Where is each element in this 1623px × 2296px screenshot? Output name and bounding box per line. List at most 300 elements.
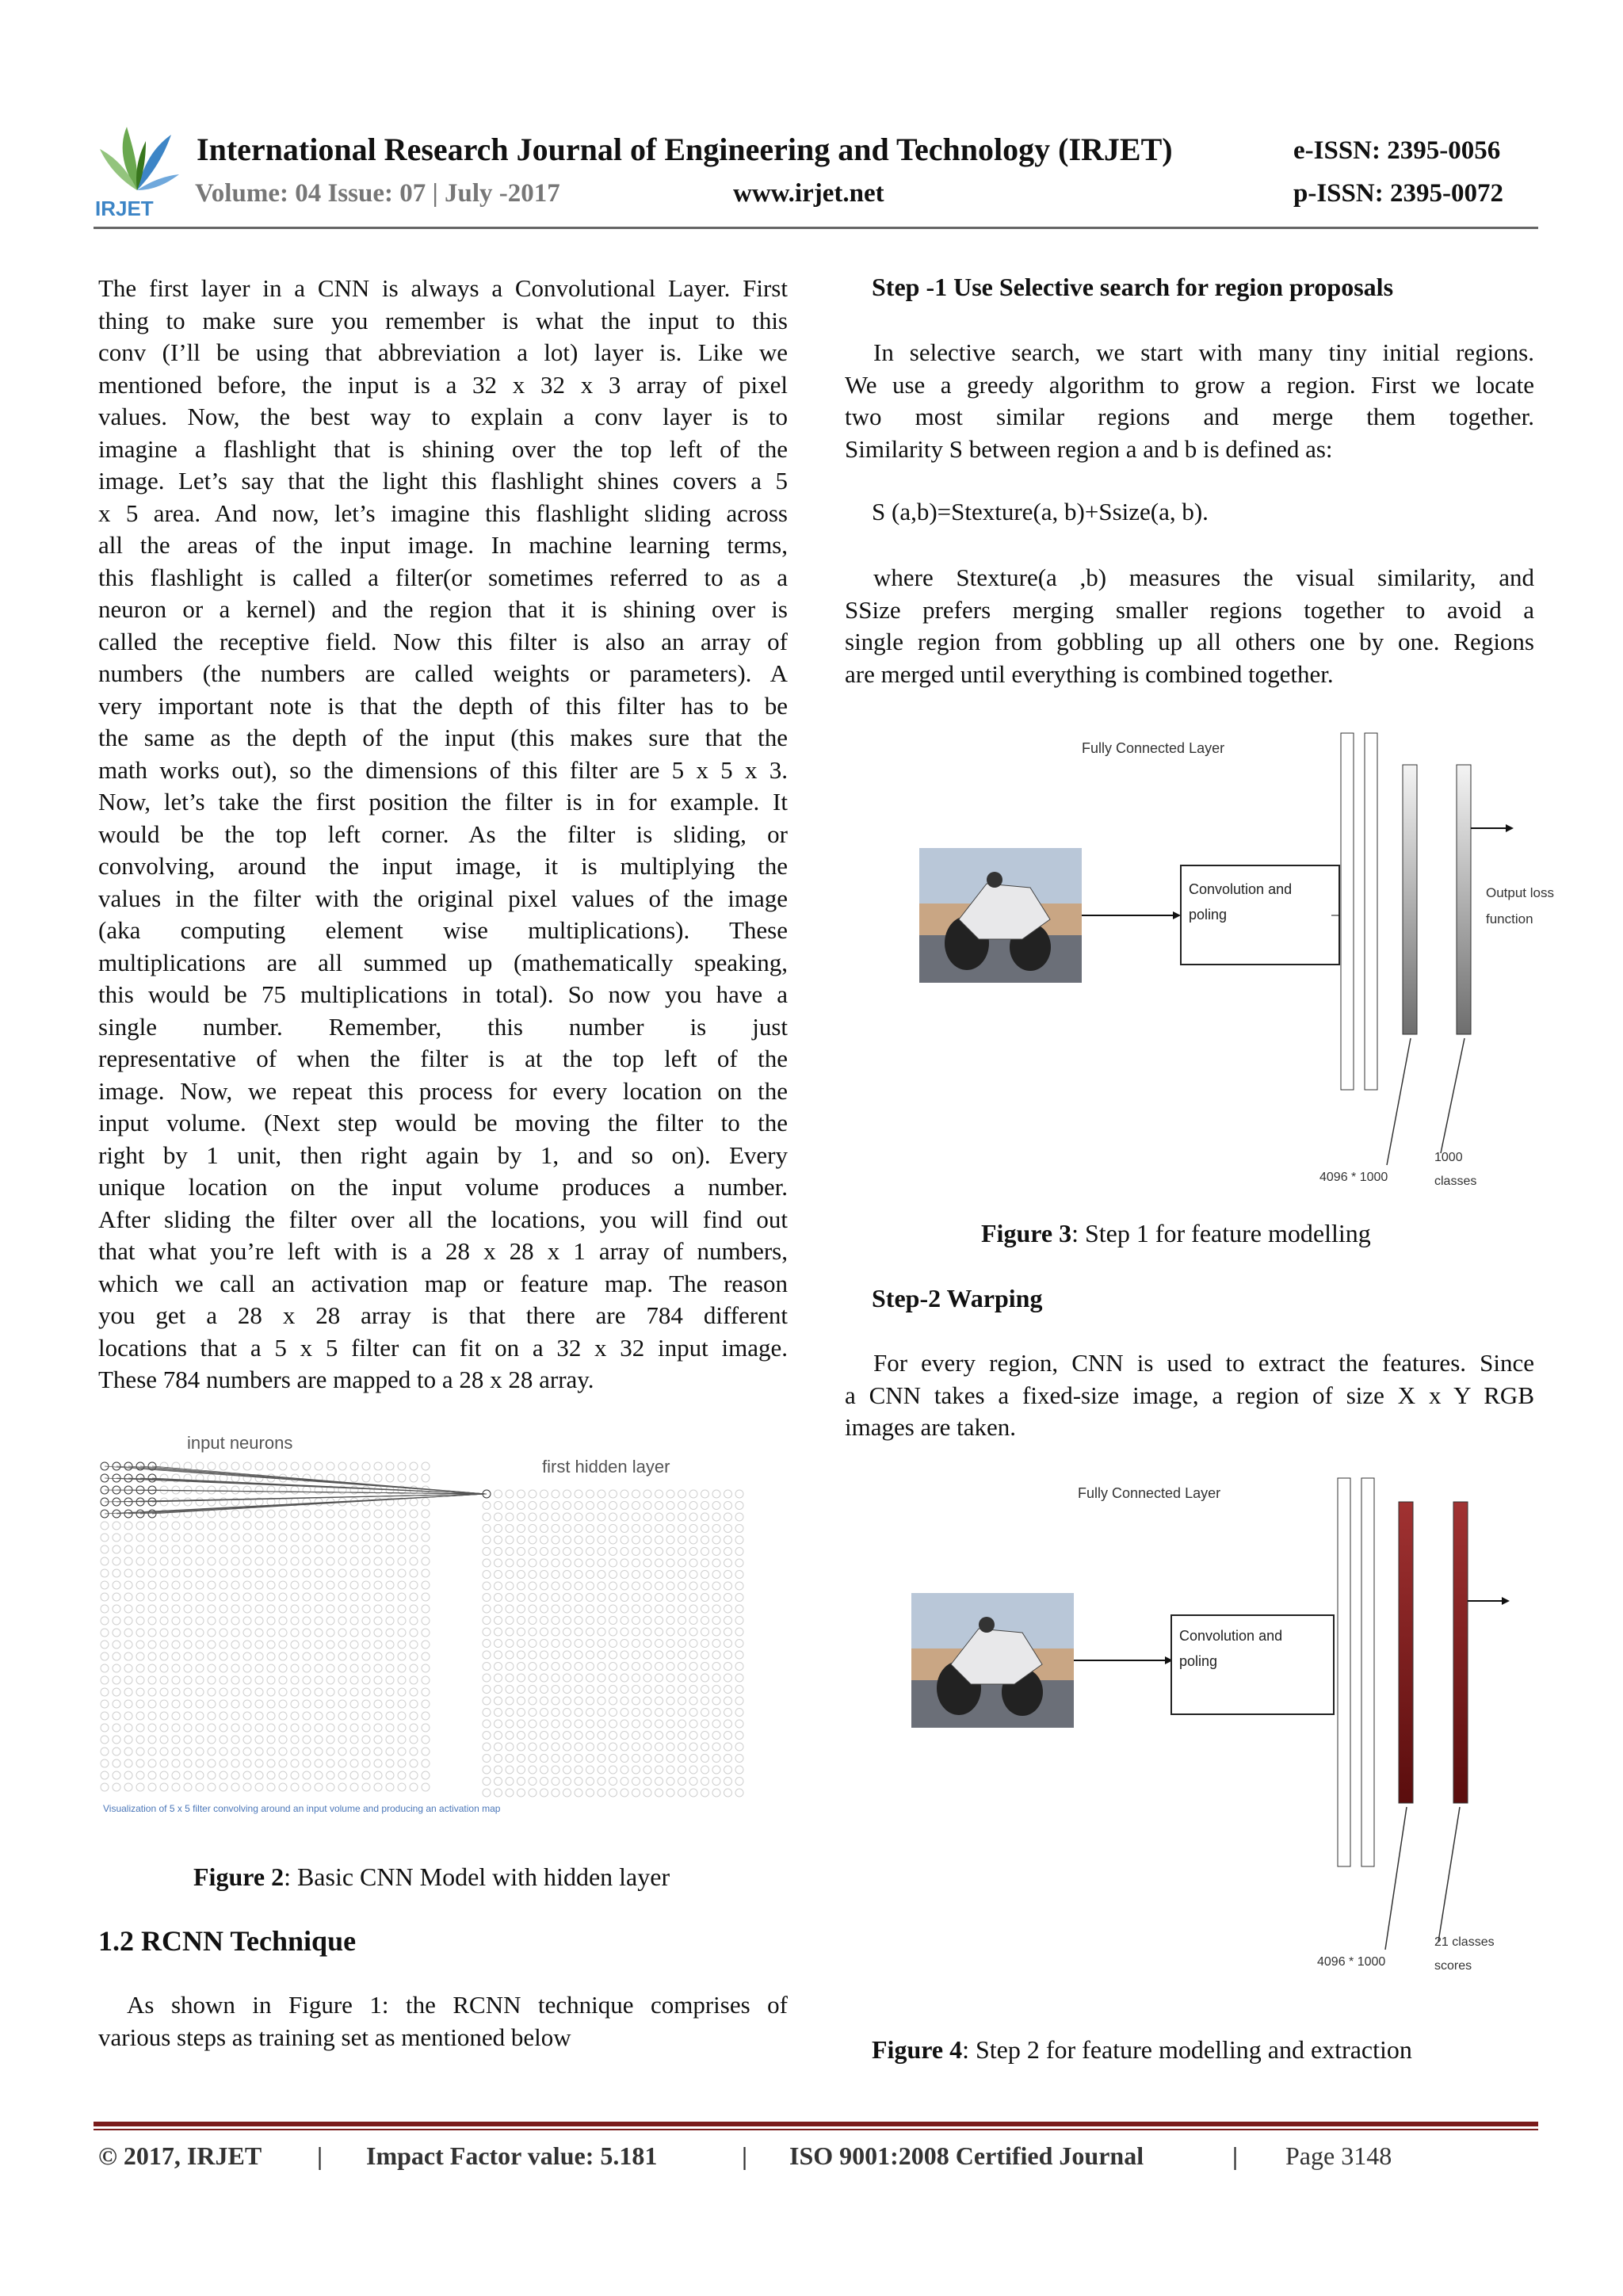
footer-divider xyxy=(94,2122,1538,2126)
neuron-node xyxy=(575,1548,582,1556)
neuron-node xyxy=(712,1778,720,1786)
neuron-node xyxy=(196,1486,204,1494)
neuron-node xyxy=(362,1498,370,1506)
neuron-node xyxy=(586,1789,594,1797)
neuron-node xyxy=(563,1502,571,1510)
neuron-node xyxy=(196,1522,204,1530)
neuron-node xyxy=(410,1724,418,1732)
neuron-node xyxy=(410,1688,418,1696)
neuron-node xyxy=(243,1724,251,1732)
neuron-node xyxy=(422,1748,430,1755)
neuron-node xyxy=(735,1628,743,1636)
neuron-node xyxy=(643,1490,651,1498)
neuron-node xyxy=(410,1510,418,1518)
neuron-node xyxy=(231,1557,239,1565)
neuron-node xyxy=(422,1688,430,1696)
neuron-node xyxy=(113,1783,120,1791)
neuron-node xyxy=(350,1534,358,1541)
neuron-node xyxy=(410,1676,418,1684)
neuron-node xyxy=(208,1593,216,1601)
neuron-node xyxy=(552,1651,559,1659)
neuron-node xyxy=(712,1697,720,1705)
neuron-node xyxy=(540,1697,548,1705)
neuron-node xyxy=(621,1559,628,1567)
neuron-node xyxy=(196,1712,204,1720)
neuron-node xyxy=(148,1712,156,1720)
neuron-node xyxy=(666,1663,674,1671)
neuron-node xyxy=(609,1674,617,1682)
website-link[interactable]: www.irjet.net xyxy=(733,179,884,208)
neuron-node xyxy=(552,1778,559,1786)
neuron-node xyxy=(483,1686,491,1694)
text-line: single region from gobbling up all others one by one. Regions xyxy=(845,628,1534,655)
neuron-node xyxy=(362,1474,370,1482)
volume-issue: Volume: 04 Issue: 07 | July -2017 xyxy=(195,179,560,208)
neuron-node xyxy=(529,1686,537,1694)
text-line: would be the top left corner. As the filter is sliding, or xyxy=(98,819,788,848)
neuron-node xyxy=(598,1525,605,1533)
neuron-node xyxy=(517,1605,525,1613)
neuron-node xyxy=(701,1674,709,1682)
neuron-node xyxy=(398,1581,406,1589)
neuron-node xyxy=(386,1652,394,1660)
neuron-node xyxy=(586,1594,594,1602)
neuron-node xyxy=(655,1766,663,1774)
neuron-node xyxy=(267,1783,275,1791)
neuron-node xyxy=(621,1582,628,1590)
neuron-node xyxy=(303,1664,311,1672)
neuron-node xyxy=(678,1674,686,1682)
neuron-node xyxy=(655,1548,663,1556)
neuron-node xyxy=(655,1755,663,1763)
neuron-node xyxy=(666,1582,674,1590)
neuron-node xyxy=(495,1674,502,1682)
neuron-node xyxy=(327,1652,334,1660)
neuron-node xyxy=(279,1652,287,1660)
neuron-node xyxy=(220,1557,227,1565)
text-line: mentioned before, the input is a 32 x 32 x 3 array of pixel xyxy=(98,370,788,399)
text-line: all the areas of the input image. In machine learning terms, xyxy=(98,531,788,559)
text-line: conv (I’ll be using that abbreviation a lot) layer is. Like we xyxy=(98,338,788,366)
neuron-node xyxy=(208,1771,216,1779)
neuron-node xyxy=(529,1582,537,1590)
neuron-node xyxy=(362,1736,370,1744)
neuron-node xyxy=(386,1712,394,1720)
neuron-node xyxy=(255,1522,263,1530)
footer-impact-factor: Impact Factor value: 5.181 xyxy=(366,2141,658,2170)
neuron-node xyxy=(422,1664,430,1672)
neuron-node xyxy=(386,1736,394,1744)
neuron-node xyxy=(598,1548,605,1556)
neuron-node xyxy=(267,1557,275,1565)
neuron-node xyxy=(643,1502,651,1510)
neuron-node xyxy=(540,1571,548,1579)
neuron-node xyxy=(291,1617,299,1625)
neuron-node xyxy=(724,1548,732,1556)
neuron-node xyxy=(243,1748,251,1755)
neuron-node xyxy=(643,1559,651,1567)
neuron-node xyxy=(279,1641,287,1648)
neuron-node xyxy=(279,1581,287,1589)
neuron-node xyxy=(136,1759,144,1767)
fig3-dim-label: 4096 * 1000 xyxy=(1319,1171,1388,1184)
neuron-node xyxy=(184,1522,192,1530)
neuron-node xyxy=(172,1676,180,1684)
neuron-node xyxy=(350,1783,358,1791)
neuron-node xyxy=(291,1771,299,1779)
neuron-node xyxy=(701,1743,709,1751)
neuron-node xyxy=(609,1766,617,1774)
neuron-node xyxy=(184,1581,192,1589)
neuron-node xyxy=(350,1629,358,1637)
neuron-node xyxy=(483,1709,491,1717)
neuron-node xyxy=(422,1581,430,1589)
neuron-node xyxy=(517,1674,525,1682)
neuron-node xyxy=(724,1743,732,1751)
neuron-node xyxy=(255,1748,263,1755)
neuron-node xyxy=(666,1605,674,1613)
neuron-node xyxy=(196,1700,204,1708)
neuron-node xyxy=(196,1462,204,1470)
neuron-node xyxy=(303,1605,311,1613)
neuron-node xyxy=(529,1651,537,1659)
neuron-node xyxy=(517,1525,525,1533)
neuron-node xyxy=(374,1736,382,1744)
neuron-node xyxy=(386,1676,394,1684)
figure-3-caption: Figure 3: Step 1 for feature modelling xyxy=(981,1219,1371,1247)
neuron-node xyxy=(517,1778,525,1786)
neuron-node xyxy=(101,1759,109,1767)
neuron-node xyxy=(422,1522,430,1530)
fig4-layer-bar-1 xyxy=(1399,1502,1413,1803)
neuron-node xyxy=(575,1594,582,1602)
neuron-node xyxy=(327,1522,334,1530)
neuron-node xyxy=(184,1759,192,1767)
neuron-node xyxy=(398,1617,406,1625)
neuron-node xyxy=(609,1709,617,1717)
neuron-node xyxy=(666,1548,674,1556)
neuron-node xyxy=(621,1766,628,1774)
neuron-node xyxy=(101,1641,109,1648)
neuron-node xyxy=(609,1720,617,1728)
neuron-node xyxy=(655,1502,663,1510)
neuron-node xyxy=(196,1736,204,1744)
neuron-node xyxy=(689,1525,697,1533)
neuron-node xyxy=(386,1522,394,1530)
neuron-node xyxy=(220,1676,227,1684)
neuron-node xyxy=(517,1732,525,1740)
neuron-node xyxy=(208,1759,216,1767)
neuron-node xyxy=(315,1676,323,1684)
neuron-node xyxy=(148,1724,156,1732)
neuron-node xyxy=(136,1748,144,1755)
neuron-node xyxy=(712,1628,720,1636)
neuron-node xyxy=(279,1748,287,1755)
neuron-node xyxy=(517,1766,525,1774)
neuron-node xyxy=(184,1664,192,1672)
neuron-node xyxy=(598,1755,605,1763)
neuron-node xyxy=(113,1545,120,1553)
neuron-node xyxy=(410,1569,418,1577)
text-line: this flashlight is called a filter(or sometimes referred to as a xyxy=(98,563,788,591)
neuron-node xyxy=(327,1641,334,1648)
neuron-node xyxy=(160,1569,168,1577)
text-line: very important note is that the depth of this filter has to be xyxy=(98,691,788,720)
neuron-node xyxy=(255,1581,263,1589)
filter-connections xyxy=(105,1466,487,1514)
neuron-node xyxy=(374,1534,382,1541)
fig4-fc-bar-1 xyxy=(1338,1478,1350,1866)
neuron-node xyxy=(632,1490,640,1498)
neuron-node xyxy=(655,1536,663,1544)
neuron-node xyxy=(689,1766,697,1774)
neuron-node xyxy=(398,1724,406,1732)
neuron-node xyxy=(632,1536,640,1544)
neuron-node xyxy=(655,1697,663,1705)
neuron-node xyxy=(327,1462,334,1470)
neuron-node xyxy=(255,1724,263,1732)
neuron-node xyxy=(208,1700,216,1708)
neuron-node xyxy=(689,1548,697,1556)
neuron-node xyxy=(243,1605,251,1613)
fig3-output-label-2: function xyxy=(1486,911,1533,926)
neuron-node xyxy=(303,1462,311,1470)
neuron-node xyxy=(701,1640,709,1648)
connection-line xyxy=(152,1494,487,1514)
neuron-node xyxy=(101,1652,109,1660)
neuron-node xyxy=(124,1676,132,1684)
neuron-node xyxy=(517,1789,525,1797)
neuron-node xyxy=(609,1571,617,1579)
neuron-node xyxy=(398,1771,406,1779)
neuron-node xyxy=(338,1629,346,1637)
neuron-node xyxy=(136,1688,144,1696)
neuron-node xyxy=(552,1663,559,1671)
neuron-node xyxy=(506,1732,514,1740)
neuron-node xyxy=(621,1686,628,1694)
neuron-node xyxy=(208,1783,216,1791)
neuron-node xyxy=(374,1474,382,1482)
neuron-node xyxy=(495,1617,502,1625)
neuron-node xyxy=(267,1748,275,1755)
neuron-node xyxy=(338,1545,346,1553)
neuron-node xyxy=(315,1581,323,1589)
neuron-node xyxy=(735,1720,743,1728)
neuron-node xyxy=(735,1559,743,1567)
header-divider xyxy=(94,227,1538,229)
neuron-node xyxy=(148,1545,156,1553)
neuron-node xyxy=(712,1571,720,1579)
neuron-node xyxy=(184,1545,192,1553)
neuron-node xyxy=(724,1766,732,1774)
neuron-node xyxy=(689,1743,697,1751)
neuron-node xyxy=(666,1789,674,1797)
neuron-node xyxy=(255,1617,263,1625)
neuron-node xyxy=(398,1688,406,1696)
neuron-node xyxy=(632,1674,640,1682)
neuron-node xyxy=(184,1617,192,1625)
neuron-node xyxy=(632,1640,640,1648)
text-line: As shown in Figure 1: the RCNN technique comprises of xyxy=(127,1991,788,2019)
neuron-node xyxy=(279,1759,287,1767)
neuron-node xyxy=(540,1663,548,1671)
neuron-node xyxy=(255,1783,263,1791)
neuron-node xyxy=(327,1617,334,1625)
neuron-node xyxy=(712,1490,720,1498)
neuron-node xyxy=(386,1510,394,1518)
neuron-node xyxy=(124,1736,132,1744)
neuron-node xyxy=(643,1571,651,1579)
neuron-node xyxy=(374,1569,382,1577)
neuron-node xyxy=(517,1617,525,1625)
neuron-node xyxy=(101,1593,109,1601)
neuron-node xyxy=(184,1748,192,1755)
neuron-node xyxy=(136,1605,144,1613)
neuron-node xyxy=(172,1759,180,1767)
neuron-node xyxy=(724,1628,732,1636)
neuron-node xyxy=(386,1700,394,1708)
neuron-node xyxy=(303,1545,311,1553)
neuron-node xyxy=(303,1676,311,1684)
neuron-node xyxy=(338,1664,346,1672)
neuron-node xyxy=(506,1778,514,1786)
neuron-node xyxy=(327,1700,334,1708)
neuron-node xyxy=(208,1652,216,1660)
neuron-node xyxy=(386,1569,394,1577)
neuron-node xyxy=(483,1651,491,1659)
neuron-node xyxy=(598,1651,605,1659)
neuron-node xyxy=(666,1559,674,1567)
neuron-node xyxy=(386,1545,394,1553)
neuron-node xyxy=(315,1545,323,1553)
neuron-node xyxy=(362,1617,370,1625)
neuron-node xyxy=(291,1676,299,1684)
neuron-node xyxy=(678,1697,686,1705)
neuron-node xyxy=(529,1617,537,1625)
neuron-node xyxy=(506,1571,514,1579)
neuron-node xyxy=(291,1700,299,1708)
neuron-node xyxy=(410,1522,418,1530)
neuron-node xyxy=(327,1510,334,1518)
neuron-node xyxy=(101,1700,109,1708)
neuron-node xyxy=(172,1783,180,1791)
neuron-node xyxy=(712,1640,720,1648)
neuron-node xyxy=(529,1559,537,1567)
neuron-node xyxy=(655,1674,663,1682)
neuron-node xyxy=(196,1688,204,1696)
neuron-node xyxy=(678,1709,686,1717)
neuron-node xyxy=(689,1778,697,1786)
neuron-node xyxy=(350,1664,358,1672)
neuron-node xyxy=(712,1686,720,1694)
neuron-node xyxy=(208,1676,216,1684)
neuron-node xyxy=(338,1462,346,1470)
footer-separator-3: | xyxy=(1232,2141,1239,2170)
neuron-node xyxy=(374,1700,382,1708)
neuron-node xyxy=(362,1783,370,1791)
neuron-node xyxy=(701,1732,709,1740)
neuron-node xyxy=(172,1569,180,1577)
neuron-node xyxy=(267,1522,275,1530)
neuron-node xyxy=(422,1652,430,1660)
neuron-node xyxy=(735,1513,743,1521)
neuron-node xyxy=(609,1651,617,1659)
neuron-node xyxy=(735,1536,743,1544)
neuron-node xyxy=(243,1557,251,1565)
neuron-node xyxy=(255,1688,263,1696)
neuron-node xyxy=(196,1534,204,1541)
neuron-node xyxy=(678,1536,686,1544)
neuron-node xyxy=(136,1664,144,1672)
neuron-node xyxy=(495,1709,502,1717)
neuron-node xyxy=(113,1617,120,1625)
neuron-node xyxy=(338,1676,346,1684)
neuron-node xyxy=(220,1593,227,1601)
neuron-node xyxy=(575,1571,582,1579)
figure-2-image xyxy=(98,1427,756,1823)
neuron-node xyxy=(422,1771,430,1779)
neuron-node xyxy=(374,1581,382,1589)
neuron-node xyxy=(220,1724,227,1732)
neuron-node xyxy=(701,1490,709,1498)
neuron-node xyxy=(724,1732,732,1740)
neuron-node xyxy=(196,1724,204,1732)
neuron-node xyxy=(315,1700,323,1708)
fig4-classes-label-1: 21 classes xyxy=(1434,1935,1495,1949)
neuron-node xyxy=(386,1462,394,1470)
fig4-dim-label: 4096 * 1000 xyxy=(1317,1955,1386,1969)
neuron-node xyxy=(529,1743,537,1751)
text-line: you get a 28 x 28 array is that there are 784 different xyxy=(98,1301,788,1329)
neuron-node xyxy=(303,1629,311,1637)
neuron-node xyxy=(279,1736,287,1744)
neuron-node xyxy=(483,1789,491,1797)
neuron-node xyxy=(666,1778,674,1786)
neuron-node xyxy=(160,1771,168,1779)
neuron-node xyxy=(506,1674,514,1682)
neuron-node xyxy=(184,1605,192,1613)
neuron-node xyxy=(279,1700,287,1708)
neuron-node xyxy=(643,1594,651,1602)
neuron-node xyxy=(540,1686,548,1694)
neuron-node xyxy=(689,1640,697,1648)
neuron-node xyxy=(540,1548,548,1556)
neuron-node xyxy=(410,1462,418,1470)
neuron-node xyxy=(621,1536,628,1544)
neuron-node xyxy=(291,1593,299,1601)
neuron-node xyxy=(255,1676,263,1684)
neuron-node xyxy=(422,1724,430,1732)
neuron-node xyxy=(267,1534,275,1541)
neuron-node xyxy=(552,1502,559,1510)
text-line: We use a greedy algorithm to grow a region. First we locate xyxy=(845,370,1534,399)
neuron-node xyxy=(563,1582,571,1590)
neuron-node xyxy=(160,1593,168,1601)
neuron-node xyxy=(362,1759,370,1767)
neuron-node xyxy=(517,1628,525,1636)
neuron-node xyxy=(655,1686,663,1694)
neuron-node xyxy=(136,1771,144,1779)
neuron-node xyxy=(208,1569,216,1577)
fig2-hidden-label: first hidden layer xyxy=(542,1457,670,1477)
neuron-node xyxy=(101,1783,109,1791)
neuron-node xyxy=(506,1651,514,1659)
neuron-node xyxy=(621,1663,628,1671)
neuron-node xyxy=(529,1663,537,1671)
neuron-node xyxy=(552,1732,559,1740)
neuron-node xyxy=(666,1640,674,1648)
neuron-node xyxy=(483,1732,491,1740)
